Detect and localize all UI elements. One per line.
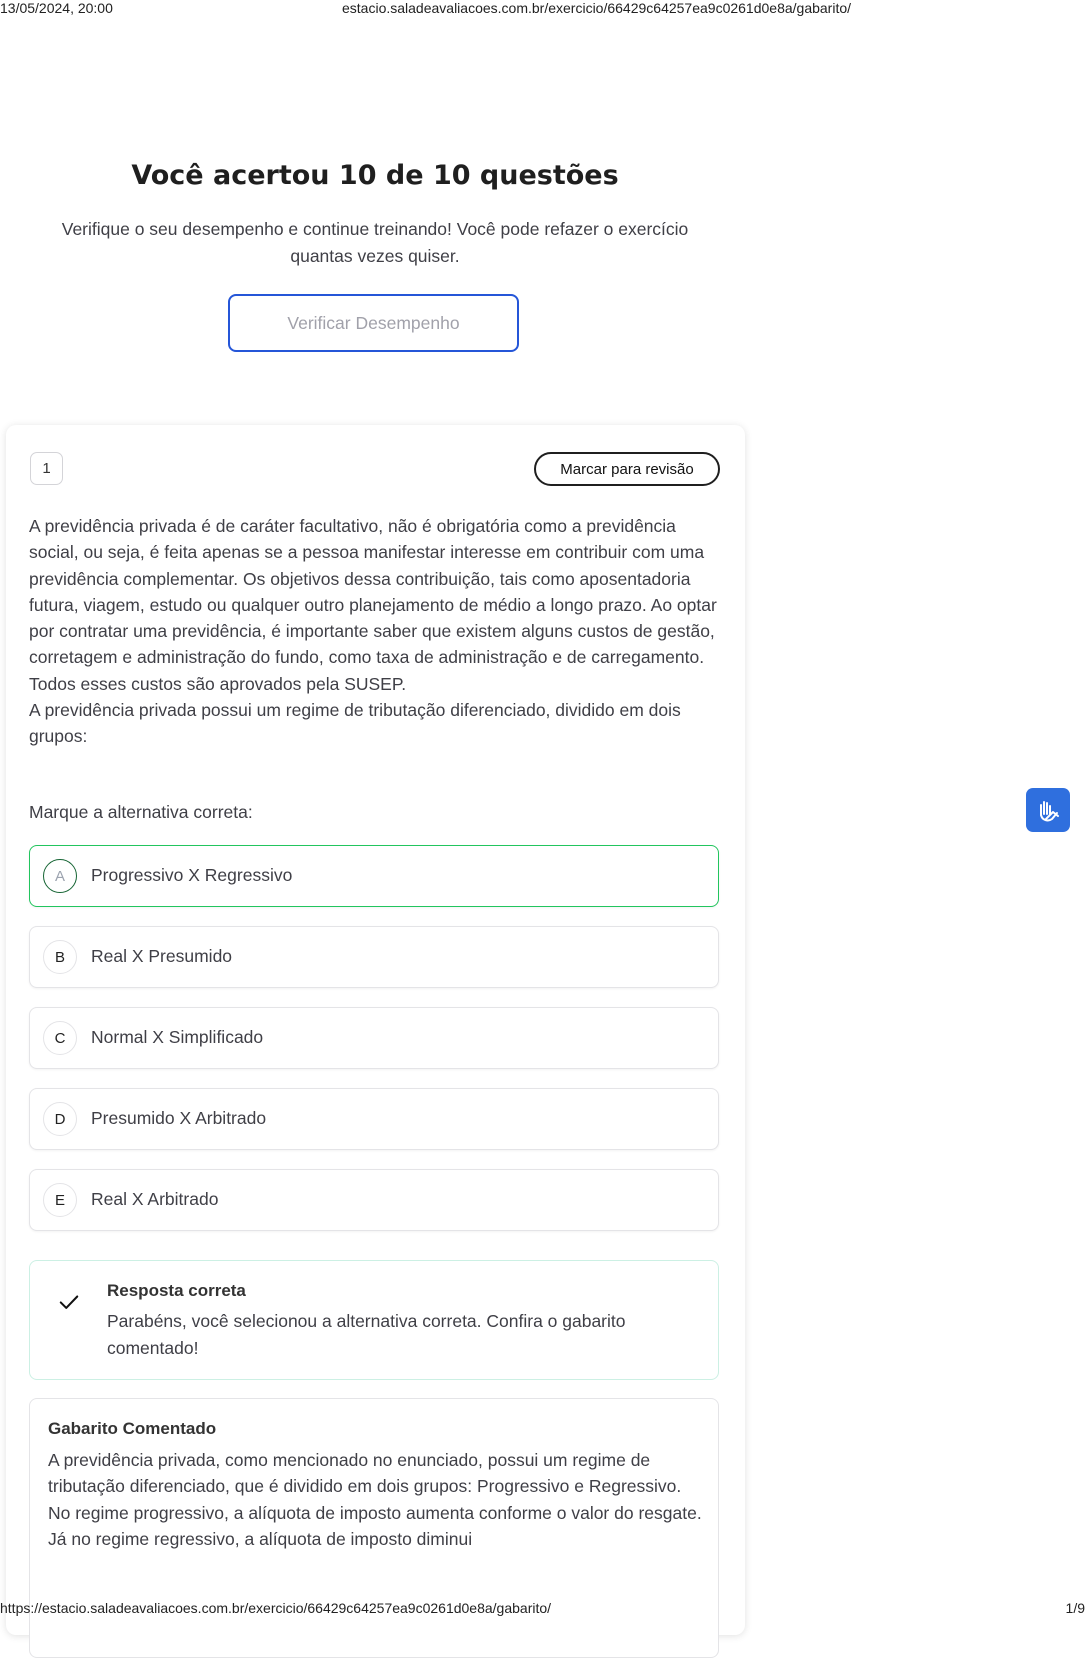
option-e[interactable] — [29, 1169, 719, 1231]
verify-performance-button[interactable]: Verificar Desempenho — [228, 294, 519, 352]
answer-feedback — [29, 1260, 719, 1380]
question-paragraph-1: A previdência privada é de caráter facultativo, não é obrigatória como a previdência social, ou seja, é feita apenas se a pessoa manifestar interesse em contribuir com uma previdência complementar. Os objetivos dessa contribuição, tais como aposentadoria futura, viagem, estudo ou qualquer outro planejamento de médio a longo prazo. Ao optar por contratar uma previdência, é importante saber que existem alguns custos de gestão, corretagem e administração do fundo, como taxa de administração e de carregamento. Todos esses custos são aprovados pela SUSEP. — [29, 516, 717, 694]
question-prompt: Marque a alternativa correta: — [29, 802, 253, 822]
print-page-counter: 1/9 — [1065, 1600, 1085, 1616]
question-text — [29, 513, 729, 750]
option-label: Real X Presumido — [91, 946, 233, 966]
sign-language-icon — [1033, 795, 1063, 825]
feedback-text: Parabéns, você selecionou a alternativa correta. Confira o gabarito comentado! — [107, 1311, 626, 1358]
sign-language-button[interactable] — [1026, 788, 1070, 832]
result-title: Você acertou 10 de 10 questões — [131, 160, 619, 191]
mark-for-review-button[interactable]: Marcar para revisão — [534, 452, 720, 486]
option-letter: E — [43, 1183, 77, 1217]
option-label: Normal X Simplificado — [91, 1027, 264, 1047]
option-letter: B — [43, 940, 77, 974]
option-letter: C — [43, 1021, 77, 1055]
option-label: Progressivo X Regressivo — [91, 865, 293, 885]
print-footer-url: https://estacio.saladeavaliacoes.com.br/exercicio/66429c64257ea9c0261d0e8a/gabarito/ — [0, 1600, 552, 1616]
question-paragraph-2: A previdência privada possui um regime de tributação diferenciado, dividido em dois grupos: — [29, 700, 681, 747]
option-label: Real X Arbitrado — [91, 1189, 219, 1209]
question-number: 1 — [30, 452, 63, 485]
print-datetime: 13/05/2024, 20:00 — [0, 0, 113, 16]
commented-answer-title: Gabarito Comentado — [48, 1419, 217, 1438]
commented-answer — [29, 1398, 719, 1658]
option-label: Presumido X Arbitrado — [91, 1108, 267, 1128]
option-d[interactable] — [29, 1088, 719, 1150]
result-subtitle: Verifique o seu desempenho e continue treinando! Você pode refazer o exercício quantas vezes quiser. — [61, 219, 689, 266]
feedback-title: Resposta correta — [107, 1281, 246, 1300]
check-icon — [58, 1291, 80, 1313]
option-a[interactable] — [29, 845, 719, 907]
commented-answer-text: A previdência privada, como mencionado no enunciado, possui um regime de tributação diferenciado, que é dividido em dois grupos: Progressivo e Regressivo. No regime progressivo, a alíquota de imposto aumenta conforme o valor do resgate. Já no regime regressivo, a alíquota de imposto diminui — [48, 1450, 702, 1549]
option-b[interactable] — [29, 926, 719, 988]
option-c[interactable] — [29, 1007, 719, 1069]
question-card — [6, 425, 745, 1635]
print-url: estacio.saladeavaliacoes.com.br/exercicio/66429c64257ea9c0261d0e8a/gabarito/ — [342, 0, 852, 16]
option-letter: D — [43, 1102, 77, 1136]
option-letter: A — [43, 859, 77, 893]
